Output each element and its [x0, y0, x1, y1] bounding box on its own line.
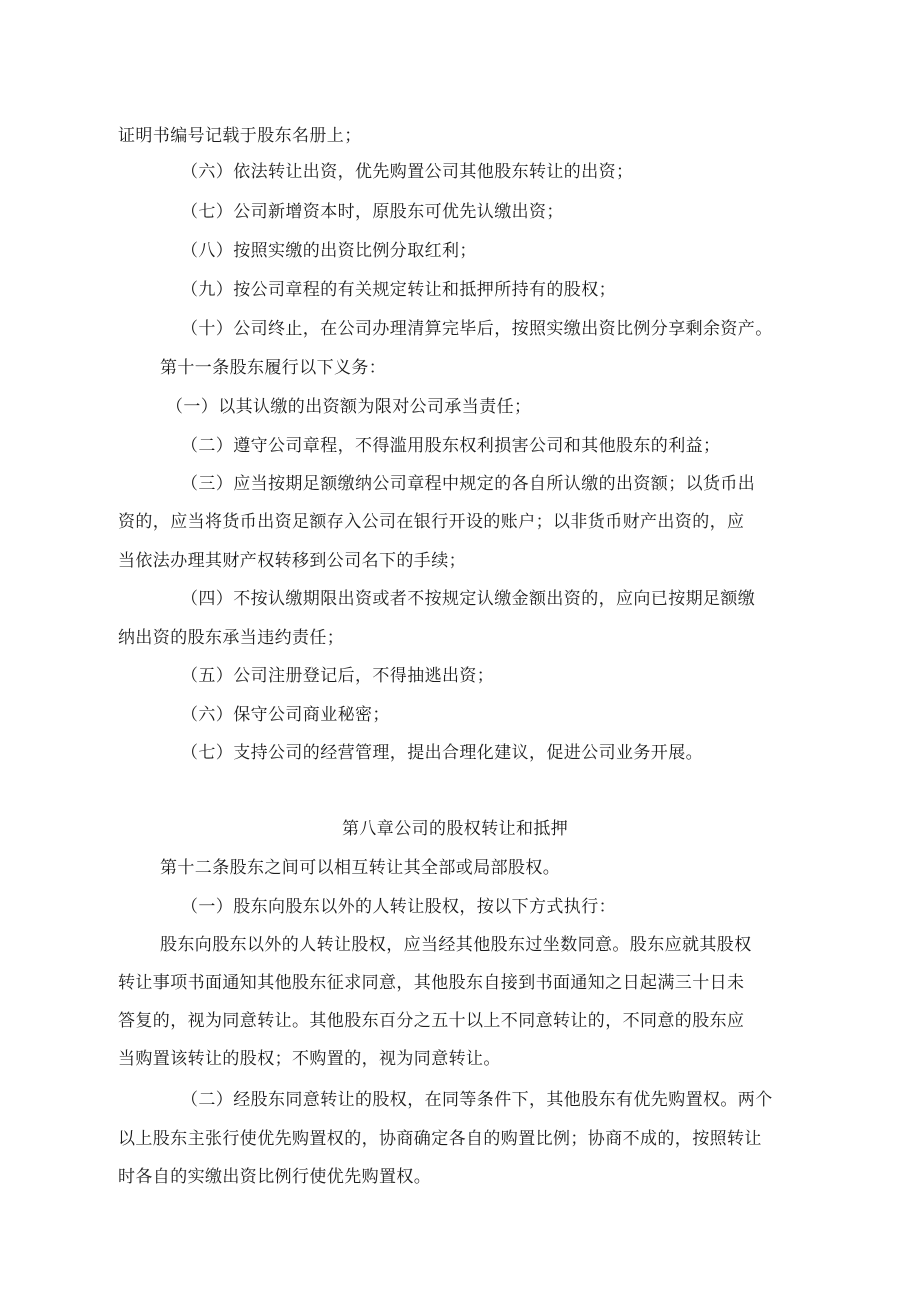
text-line: 答复的，视为同意转让。其他股东百分之五十以上不同意转让的，不同意的股东应	[118, 1011, 745, 1031]
text-line: 转让事项书面通知其他股东征求同意，其他股东自接到书面通知之日起满三十日未	[118, 973, 745, 993]
text-line: 当依法办理其财产权转移到公司名下的手续；	[118, 551, 466, 571]
text-line: 时各自的实缴出资比例行使优先购置权。	[118, 1167, 432, 1187]
article-heading: 第十二条股东之间可以相互转让其全部或局部股权。	[160, 858, 561, 878]
text-line: （七）支持公司的经营管理，提出合理化建议，促进公司业务开展。	[181, 743, 703, 763]
text-line: 股东向股东以外的人转让股权，应当经其他股东过坐数同意。股东应就其股权	[160, 935, 752, 955]
text-line: （七）公司新增资本时，原股东可优先认缴出资；	[181, 202, 564, 222]
text-line: （六）保守公司商业秘密；	[181, 705, 390, 725]
text-line: （二）遵守公司章程，不得滥用股东权利损害公司和其他股东的利益；	[181, 436, 721, 456]
chapter-title: 第八章公司的股权转让和抵押	[342, 819, 569, 839]
text-line: 证明书编号记载于股东名册上；	[118, 126, 362, 146]
text-line: （三）应当按期足额缴纳公司章程中规定的各自所认缴的出资额；以货币出	[181, 474, 756, 494]
text-line: （九）按公司章程的有关规定转让和抵押所持有的股权；	[181, 280, 616, 300]
text-line: 纳出资的股东承当违约责任；	[118, 628, 345, 648]
text-line: （六）依法转让出资，优先购置公司其他股东转让的出资；	[181, 162, 634, 182]
text-line: （五）公司注册登记后，不得抽逃出资；	[181, 666, 495, 686]
text-line: （二）经股东同意转让的股权，在同等条件下，其他股东有优先购置权。两个	[181, 1090, 773, 1110]
text-line: （一）以其认缴的出资额为限对公司承当责任；	[166, 397, 532, 417]
text-line: （八）按照实缴的出资比例分取红利；	[181, 241, 477, 261]
text-line: （四）不按认缴期限出资或者不按规定认缴金额出资的，应向已按期足额缴	[181, 589, 756, 609]
text-line: 资的，应当将货币出资足额存入公司在银行开设的账户；以非货币财产出资的，应	[118, 512, 745, 532]
article-heading: 第十一条股东履行以下义务：	[160, 358, 387, 378]
text-line: 当购置该转让的股权；不购置的，视为同意转让。	[118, 1049, 501, 1069]
text-line: （十）公司终止，在公司办理清算完毕后，按照实缴出资比例分享剩余资产。	[181, 319, 773, 339]
text-line: （一）股东向股东以外的人转让股权，按以下方式执行：	[181, 897, 616, 917]
text-line: 以上股东主张行使优先购置权的，协商确定各自的购置比例；协商不成的，按照转让	[118, 1129, 762, 1149]
